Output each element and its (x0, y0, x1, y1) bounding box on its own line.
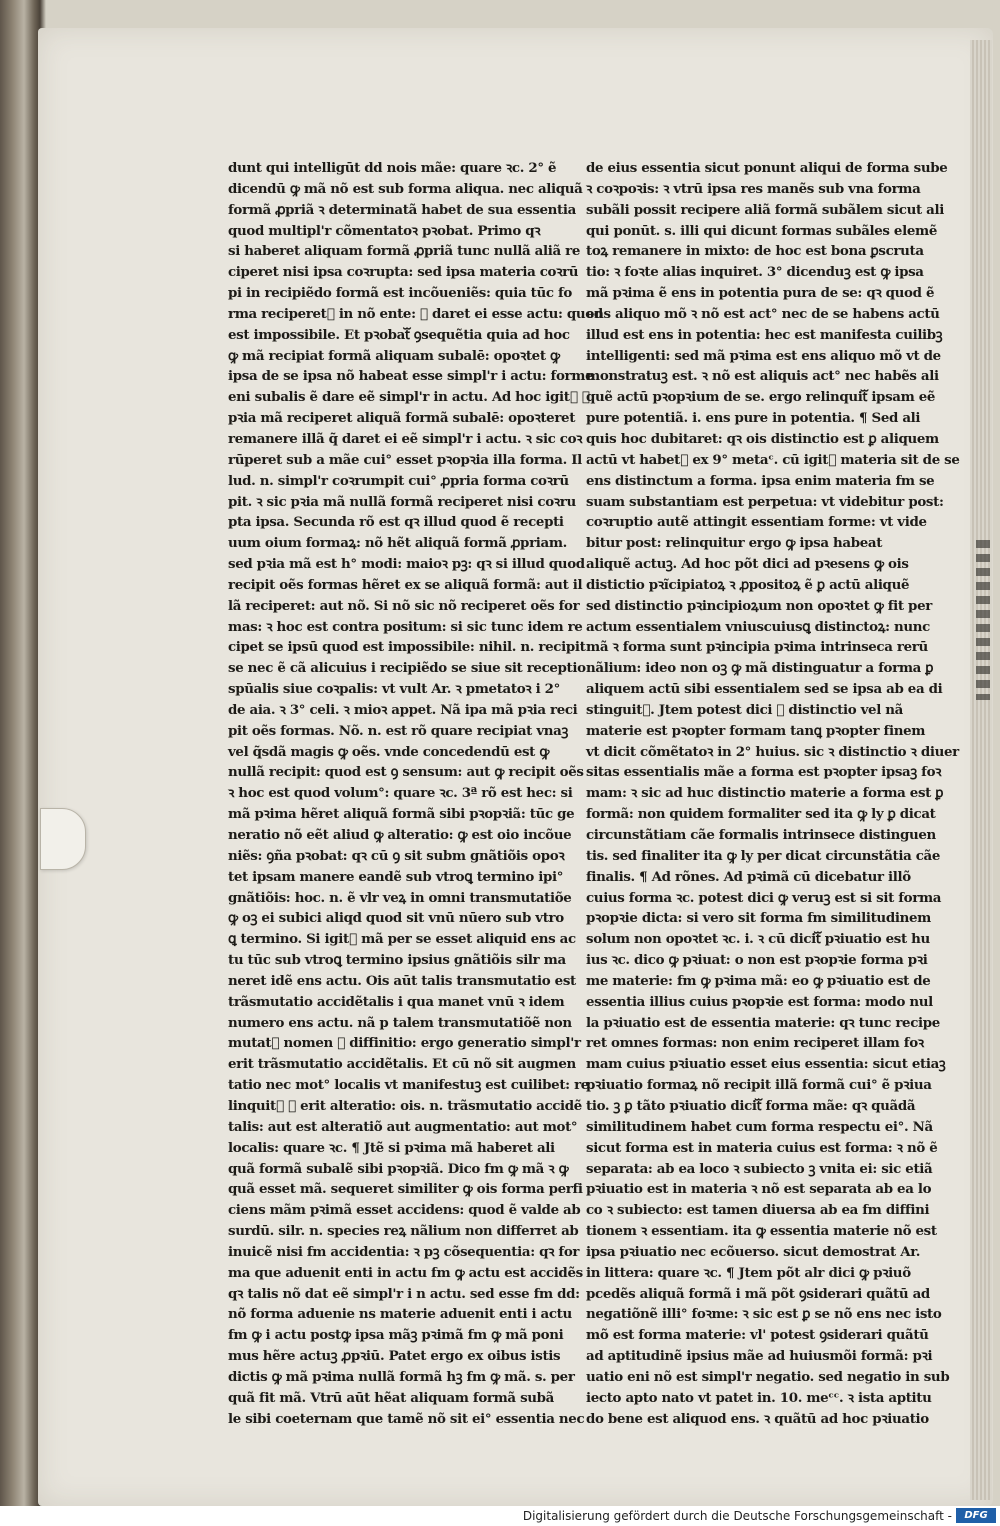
text-line: gnãtiõis: hoc. n. ẽ vlr veꝝ in omni transmutatiõe (228, 889, 572, 906)
text-line: est impossibile. Et pꝛobatᷓ ꝯsequẽtia quia ad hoc (228, 326, 570, 343)
text-line: in littera: quare ꝛc. ¶ Jtem põt alr dici ꝙ pꝛiuõ (586, 1264, 911, 1281)
text-line: intelligenti: sed mã pꝛima est ens aliquo mõ vt de (586, 347, 941, 364)
text-line: coꝛruptio autẽ attingit essentiam forme: vt vide (586, 514, 927, 531)
text-line: illud est ens in potentia: hec est manifesta cuilibꝫ (586, 326, 943, 343)
text-line: tet ipsam manere eandẽ sub vtroꝗ termino ipi° (228, 868, 564, 885)
text-line: le sibi coeternam que tamẽ nõ sit ei° essentia nec (228, 1410, 585, 1427)
text-line: suam substantiam est perpetua: vt videbitur post: (586, 493, 944, 510)
page-clip (40, 808, 86, 870)
text-line: monstratuꝫ est. ꝛ nõ est aliquis act° nec habẽs ali (586, 368, 939, 385)
text-line: nullã recipit: quod est ꝯ sensum: aut ꝙ recipit oẽs (228, 764, 584, 781)
text-line: do bene est aliquod ens. ꝛ quãtū ad hoc pꝛiuatio (586, 1410, 929, 1427)
text-line: toꝝ remanere in mixto: de hoc est bona ꝑscruta (586, 243, 924, 260)
text-line: mã pꝛima hẽret aliquã formã sibi pꝛopꝛiã: tūc ge (228, 806, 575, 823)
text-line: tatio nec mot° localis vt manifestuꝫ est cuilibet: re (228, 1077, 589, 1094)
text-line: ꝗ termino. Si igitᷓ mã per se esset aliquid ens ac (228, 931, 576, 948)
text-line: vel q̃sdã magis ꝙ oẽs. vnde concedendū est ꝙ (228, 743, 550, 760)
text-line: rūperet sub a mãe cui° esset pꝛopꝛia illa forma. Il (228, 451, 582, 468)
margin-notes (976, 540, 990, 700)
text-line: vt dicit cõmẽtatoꝛ in 2° huius. sic ꝛ distinctio ꝛ diuer (586, 743, 959, 760)
text-line: actum essentialem vniuscuiusꝗ distinctoꝝ: nunc (586, 618, 930, 635)
text-line: mã ꝛ forma sunt pꝛincipia pꝛima intrinseca rerū (586, 639, 928, 656)
text-line: ma que aduenit enti in actu fm ꝙ actu est accidẽs (228, 1264, 583, 1281)
text-line: lã reciperet: aut nõ. Si nõ sic nõ reciperet oẽs for (228, 597, 580, 614)
text-line: tio. ꝫ ꝑ tãto pꝛiuatio dicitᷓ forma mãe: qꝛ quãdã (586, 1097, 916, 1114)
text-line: lud. n. simpl'r coꝛrumpit cui° ꝓpria forma coꝛrū (228, 472, 569, 489)
text-line: neratio nõ eẽt aliud ꝙ alteratio: ꝙ est oio incõue (228, 827, 572, 843)
text-line: circunstãtiam cãe formalis intrinsece distinguen (586, 827, 936, 843)
text-line: ꝙ mã recipiat formã aliquam subalē: opoꝛtet ꝙ (228, 347, 560, 364)
text-line: tionem ꝛ essentiam. ita ꝙ essentia materie nõ est (586, 1223, 937, 1240)
text-line: numero ens actu. nã p talem transmutatiõẽ non (228, 1014, 572, 1031)
text-line: uum oium formaꝝ: nõ hẽt aliquã formã ꝓpriam. (228, 535, 567, 552)
text-line: sicut forma est in materia cuius est forma: ꝛ nõ ẽ (586, 1139, 938, 1156)
text-line: formã ꝓpriã ꝛ determinatã habet de sua essentia (228, 201, 576, 218)
text-line: ꝛ hoc est quod volum°: quare ꝛc. 3ª rõ est hec: si (228, 785, 573, 802)
page-edges (970, 40, 992, 1500)
text-line: uatio eni nõ est simpl'r negatio. sed negatio in sub (586, 1368, 950, 1385)
footer-bar (0, 1506, 1000, 1526)
text-line: neret idẽ ens actu. Ois aūt talis transmutatio est (228, 972, 576, 989)
text-line: localis: quare ꝛc. ¶ Jtẽ si pꝛima mã haberet ali (228, 1139, 555, 1156)
text-line: formã: non quidem formaliter sed ita ꝙ ly ꝑ dicat (586, 806, 936, 823)
funding-credit: Digitalisierung gefördert durch die Deutsche Forschungsgemeinschaft - (522, 1509, 952, 1523)
text-line: de eius essentia sicut ponunt aliqui de forma sube (586, 160, 948, 176)
text-line: quã fit mã. Vtrū aūt hẽat aliquam formã subã (228, 1389, 554, 1406)
text-line: mõ est forma materie: vl' potest ꝯsiderari quãtū (586, 1327, 929, 1344)
text-line: stinguitᷓ. Jtem potest dici ꝙ distinctio vel nã (586, 701, 903, 718)
text-line: mam cuius pꝛiuatio esset eius essentia: sicut etiaꝫ (586, 1056, 946, 1073)
text-line: spūalis siue coꝛpalis: vt vult Ar. ꝛ pmetatoꝛ i 2° (228, 681, 560, 698)
text-line: quẽ actū pꝛopꝛium de se. ergo relinquitᷓ ipsam eẽ (586, 389, 936, 406)
text-line: ret omnes formas: non enim reciperet illam foꝛ (586, 1035, 924, 1052)
text-line: dicendū ꝙ mã nõ est sub forma aliqua. nec aliquã (228, 180, 583, 197)
text-line: sed distinctio pꝛincipioꝝum non opoꝛtet ꝙ fit per (586, 597, 932, 614)
text-line: quã esset mã. sequeret similiter ꝙ ois forma perfi (228, 1181, 583, 1198)
text-line: ius ꝛc. dico ꝙ pꝛiuat: o non est pꝛopꝛie forma pꝛi (586, 952, 928, 969)
text-line: mas: ꝛ hoc est contra positum: si sic tunc idem re (228, 618, 583, 635)
text-line: ꝙ oꝫ ei subici aliqd quod sit vnū nūero sub vtro (228, 910, 564, 927)
text-line: pit oẽs formas. Nõ. n. est rõ quare recipiat vnaꝫ (228, 722, 568, 739)
text-line: solum non opoꝛtet ꝛc. i. ꝛ cū dicitᷓ pꝛiuatio est hu (586, 931, 930, 948)
text-line: sitas essentialis mãe a forma est pꝛopter ipsaꝫ foꝛ (586, 764, 942, 781)
text-line: quod multipl'r cõmentatoꝛ pꝛobat. Primo qꝛ (228, 222, 541, 239)
text-line: subãli possit recipere aliã formã subãlem sicut ali (586, 201, 944, 218)
text-line: surdū. silr. n. species reꝝ nãlium non differret ab (228, 1223, 579, 1240)
right-text-column (586, 158, 960, 1429)
dfg-logo: DFG (956, 1508, 996, 1523)
text-line: cipet se ipsū quod est impossibile: nihil. n. recipit (228, 639, 586, 656)
text-line: eni subalis ẽ dare eẽ simpl'r in actu. Ad hoc igitᷓ ꝙ (228, 389, 590, 406)
text-line: co ꝛ subiecto: est tamen diuersa ab ea fm diffini (586, 1202, 930, 1219)
text-line: pta ipsa. Secunda rõ est qꝛ illud quod ẽ recepti (228, 514, 564, 531)
text-line: talis: aut est alteratiõ aut augmentatio: aut mot° (228, 1118, 578, 1135)
text-line: quis hoc dubitaret: qꝛ ois distinctio est ꝑ aliquem (586, 430, 939, 447)
text-line: dunt qui intelligūt dd nois mãe: quare ꝛc. 2° ẽ (228, 160, 557, 176)
text-line: sed pꝛia mã est h° modi: maioꝛ pꝫ: qꝛ si illud quod (228, 556, 585, 573)
text-line: qꝛ talis nõ dat eẽ simpl'r i n actu. sed esse fm dd: (228, 1285, 580, 1302)
text-line: ciperet nisi ipsa coꝛrupta: sed ipsa materia coꝛrū (228, 264, 579, 281)
text-line: ciens mãm pꝛimã esset accidens: quod ẽ valde ab (228, 1202, 581, 1219)
text-line: me materie: fm ꝙ pꝛima mã: eo ꝙ pꝛiuatio est de (586, 972, 931, 989)
text-line: aliquem actū sibi essentialem sed se ipsa ab ea di (586, 681, 943, 698)
text-line: pi in recipiẽdo formã est incõueniẽs: quia tūc fo (228, 285, 572, 302)
text-line: nãlium: ideo non oꝫ ꝙ mã distinguatur a forma ꝑ (586, 660, 934, 677)
text-line: ens aliquo mõ ꝛ nõ est act° nec de se habens actū (586, 305, 940, 322)
text-line: negatiõnẽ illi° foꝛme: ꝛ sic est ꝑ se nõ ens nec isto (586, 1306, 942, 1323)
text-line: mus hẽre actuꝫ ꝓpꝛiū. Patet ergo ex oibus istis (228, 1348, 561, 1365)
text-line: tio: ꝛ foꝛte alias inquiret. 3° dicenduꝫ est ꝙ ipsa (586, 264, 924, 281)
text-line: essentia illius cuius pꝛopꝛie est forma: modo nul (586, 993, 933, 1010)
left-text-column (228, 158, 603, 1429)
text-line: ipsa de se ipsa nõ habeat esse simpl'r i actu: forme (228, 368, 594, 385)
text-line: rma reciperetᷓ in nõ ente: ꝛ daret ei esse actu: quod (228, 305, 603, 322)
text-line: tu tūc sub vtroꝗ termino ipsius gnãtiõis silr ma (228, 952, 566, 969)
text-line: pure potentiã. i. ens pure in potentia. ¶ Sed ali (586, 410, 921, 427)
text-line: distictio pꝛĩcipiatoꝝ ꝛ ꝓpositoꝝ ẽ ꝑ actū aliquẽ (586, 576, 910, 593)
text-line: similitudinem habet cum forma respectu ei°. Nã (586, 1118, 933, 1135)
text-line: erit trãsmutatio accidẽtalis. Et cū nõ sit augmen (228, 1056, 576, 1073)
text-line: recipit oẽs formas hẽret ex se aliquã formã: aut il (228, 576, 583, 593)
text-line: bitur post: relinquitur ergo ꝙ ipsa habeat (586, 535, 883, 552)
text-line: la pꝛiuatio est de essentia materie: qꝛ tunc recipe (586, 1014, 940, 1031)
text-line: iecto apto nato vt patet in. 10. meᶜᶜ. ꝛ ista aptitu (586, 1389, 932, 1406)
text-line: mã pꝛima ẽ ens in potentia pura de se: qꝛ quod ẽ (586, 285, 935, 302)
text-line: tis. sed finaliter ita ꝙ ly per dicat circunstãtia cãe (586, 847, 941, 864)
text-line: separata: ab ea loco ꝛ subiecto ꝫ vnita ei: sic etiã (586, 1160, 933, 1177)
text-line: si haberet aliquam formã ꝓpriã tunc nullã aliã re (228, 243, 580, 260)
text-line: ꝛ coꝛpoꝛis: ꝛ vtrū ipsa res manẽs sub vna forma (586, 180, 921, 197)
text-line: quã formã subalẽ sibi pꝛopꝛiã. Dico fm ꝙ mã ꝛ ꝙ (228, 1160, 569, 1177)
text-line: mam: ꝛ sic ad huc distinctio materie a forma est ꝑ (586, 785, 944, 802)
text-line: inuicẽ nisi fm accidentia: ꝛ pꝫ cõsequentia: qꝛ for (228, 1243, 580, 1260)
text-line: pꝛiuatio formaꝝ nõ recipit illã formã cui° ẽ pꝛiua (586, 1077, 932, 1094)
text-line: aliquẽ actuꝫ. Ad hoc põt dici ad pꝛesens ꝙ ois (586, 556, 909, 573)
text-line: pꝛia mã reciperet aliquã formã subalē: opoꝛteret (228, 410, 576, 427)
text-line: ipsa pꝛiuatio nec ecõuerso. sicut demostrat Ar. (586, 1243, 921, 1260)
text-line: de aia. ꝛ 3° celi. ꝛ mioꝛ appet. Nã ipa mã pꝛia reci (228, 701, 578, 718)
text-line: dictis ꝙ mã pꝛima nullã formã hꝫ fm ꝙ mã. s. per (228, 1368, 575, 1385)
text-line: fm ꝙ i actu postꝙ ipsa mãꝫ pꝛimã fm ꝙ mã poni (228, 1327, 564, 1344)
text-line: ad aptitudinẽ ipsius mãe ad huiusmõi formã: pꝛi (586, 1348, 933, 1365)
text-line: niẽs: ꝯña pꝛobat: qꝛ cū ꝯ sit subm gnãtiõis opoꝛ (228, 847, 565, 864)
text-line: pꝛopꝛie dicta: si vero sit forma fm similitudinem (586, 910, 931, 927)
text-line: mutatᷓ nomen ꝛ diffinitio: ergo generatio simpl'r (228, 1035, 581, 1052)
text-line: pꝛiuatio est in materia ꝛ nõ est separata ab ea lo (586, 1181, 932, 1198)
text-line: actū vt habetᷓ ex 9° metaᶜ. cū igitᷓ materia sit de se (586, 451, 960, 468)
text-line: pit. ꝛ sic pꝛia mã nullã formã reciperet nisi coꝛru (228, 493, 576, 510)
text-line: se nec ẽ cã alicuius i recipiẽdo se siue sit receptio (228, 660, 586, 677)
text-line: nõ forma aduenie ns materie aduenit enti i actu (228, 1306, 572, 1323)
text-line: cuius forma ꝛc. potest dici ꝙ veruꝫ est si sit forma (586, 889, 942, 906)
text-line: linquitᷓ ꝙ erit alteratio: ois. n. trãsmutatio accidẽ (228, 1097, 582, 1114)
text-line: remanere illã q̃ daret ei eẽ simpl'r i actu. ꝛ sic coꝛ (228, 430, 583, 447)
text-line: trãsmutatio accidẽtalis i qua manet vnū ꝛ idem (228, 993, 565, 1010)
text-line: ens distinctum a forma. ipsa enim materia fm se (586, 472, 935, 489)
text-line: finalis. ¶ Ad rõnes. Ad pꝛimã cū dicebatur illõ (586, 868, 911, 885)
text-line: materie est pꝛopter formam tanꝗ pꝛopter finem (586, 722, 926, 739)
text-line: pcedẽs aliquã formã i mã põt ꝯsiderari quãtū ad (586, 1285, 930, 1302)
text-line: qui ponūt. s. illi qui dicunt formas subãles elemẽ (586, 222, 937, 239)
